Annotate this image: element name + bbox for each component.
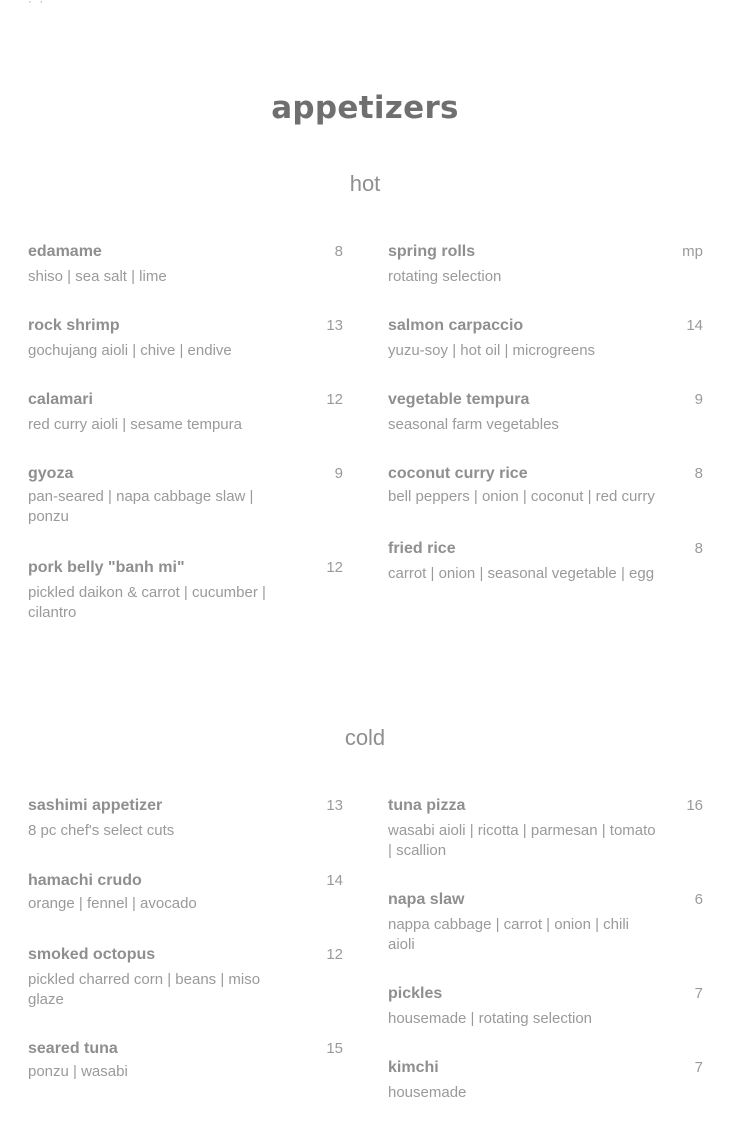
item-description: seasonal farm vegetables — [388, 416, 559, 433]
menu-item — [388, 1059, 703, 1103]
item-price: 6 — [694, 891, 703, 908]
menu-item — [388, 891, 703, 955]
item-description: wasabi aioli | ricotta | parmesan | tomato | scallion — [388, 822, 656, 859]
item-description: yuzu-soy | hot oil | microgreens — [388, 342, 596, 359]
item-description: housemade — [388, 1084, 467, 1101]
item-name: kimchi — [388, 1059, 439, 1076]
item-name: pork belly "banh mi" — [28, 559, 185, 576]
item-price: 15 — [326, 1040, 343, 1057]
item-price: mp — [682, 243, 703, 260]
item-price: 14 — [686, 317, 703, 334]
item-name: gyoza — [28, 465, 74, 482]
menu-item — [388, 317, 703, 361]
item-price: 8 — [334, 243, 343, 260]
item-description: ponzu | wasabi — [28, 1063, 128, 1080]
menu-item — [388, 540, 703, 584]
item-description: gochujang aioli | chive | endive — [28, 342, 232, 359]
item-price: 13 — [326, 797, 343, 814]
item-description: rotating selection — [388, 268, 502, 285]
menu-item — [28, 317, 343, 361]
item-name: vegetable tempura — [388, 391, 530, 408]
item-description: shiso | sea salt | lime — [28, 268, 167, 285]
item-name: rock shrimp — [28, 317, 120, 334]
item-price: 12 — [326, 559, 343, 576]
menu-item — [388, 797, 703, 861]
item-name: napa slaw — [388, 891, 465, 908]
item-description: pickled charred corn | beans | miso glaze — [28, 971, 261, 1008]
item-price: 9 — [334, 465, 343, 482]
item-description: pan-seared | napa cabbage slaw | ponzu — [28, 488, 254, 525]
menu-item — [28, 391, 343, 435]
menu-item — [388, 243, 703, 287]
item-description: housemade | rotating selection — [388, 1010, 593, 1027]
item-name: coconut curry rice — [388, 465, 528, 482]
top-decoration: · · — [28, 0, 46, 8]
item-name: spring rolls — [388, 243, 476, 260]
section-title-cold: cold — [344, 725, 386, 750]
item-description: carrot | onion | seasonal vegetable | egg — [388, 565, 655, 582]
item-name: edamame — [28, 243, 102, 260]
item-description: nappa cabbage | carrot | onion | chili aioli — [388, 916, 630, 953]
menu-item — [28, 559, 343, 623]
item-name: salmon carpaccio — [388, 317, 524, 334]
item-name: tuna pizza — [388, 797, 466, 814]
item-price: 9 — [694, 391, 703, 408]
section-title-hot: hot — [349, 171, 381, 196]
menu-item — [28, 872, 343, 914]
item-description: 8 pc chef's select cuts — [28, 822, 175, 839]
menu-item — [28, 797, 343, 841]
menu-item — [388, 465, 703, 507]
menu-item — [388, 391, 703, 435]
item-price: 12 — [326, 946, 343, 963]
item-price: 14 — [326, 872, 343, 889]
item-price: 7 — [694, 1059, 703, 1076]
item-name: sashimi appetizer — [28, 797, 163, 814]
item-price: 7 — [694, 985, 703, 1002]
item-description: pickled daikon & carrot | cucumber | cilantro — [28, 584, 266, 621]
item-description: bell peppers | onion | coconut | red curry — [388, 488, 655, 505]
item-description: red curry aioli | sesame tempura — [28, 416, 242, 433]
item-description: orange | fennel | avocado — [28, 895, 197, 912]
item-name: hamachi crudo — [28, 872, 142, 889]
menu-item — [28, 465, 343, 527]
item-price: 16 — [686, 797, 703, 814]
item-name: calamari — [28, 391, 93, 408]
item-price: 8 — [694, 465, 703, 482]
menu-item — [28, 1040, 343, 1082]
item-price: 13 — [326, 317, 343, 334]
item-name: smoked octopus — [28, 946, 156, 963]
page-title: appetizers — [271, 90, 459, 126]
item-price: 8 — [694, 540, 703, 557]
menu-item — [28, 946, 343, 1010]
item-name: seared tuna — [28, 1040, 118, 1057]
item-name: pickles — [388, 985, 443, 1002]
menu-item — [28, 243, 343, 287]
item-price: 12 — [326, 391, 343, 408]
menu-item — [388, 985, 703, 1029]
item-name: fried rice — [388, 540, 456, 557]
